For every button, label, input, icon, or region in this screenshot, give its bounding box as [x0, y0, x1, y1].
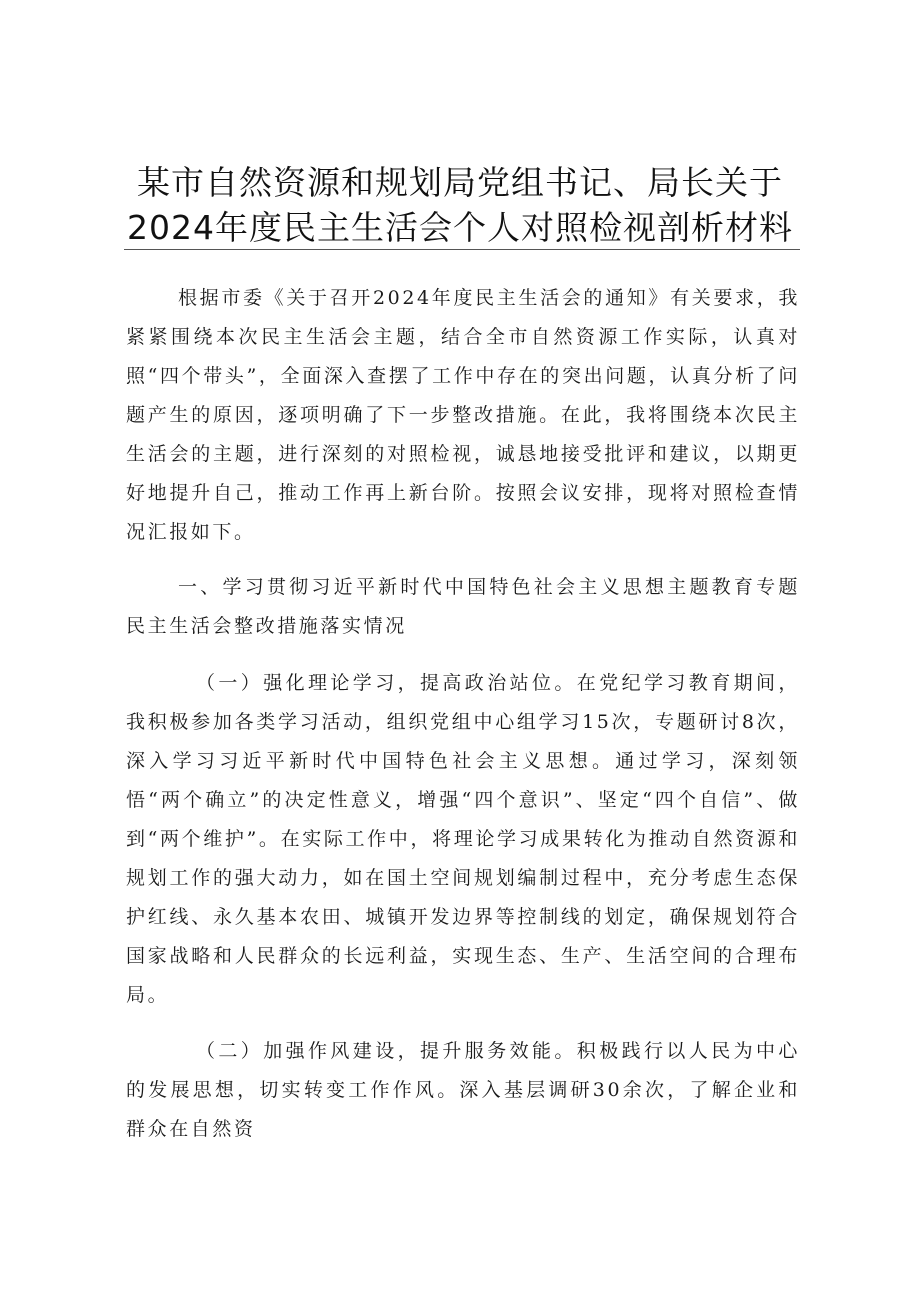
document-title	[120, 160, 800, 250]
title-line-2: 2024年度民主生活会个人对照检视剖析材料	[127, 208, 793, 247]
intro-paragraph: 根据市委《关于召开2024年度民主生活会的通知》有关要求，我紧紧围绕本次民主生活会主题，结合全市自然资源工作实际，认真对照“四个带头”，全面深入查摆了工作中存在的突出问题，认真分析了问题产生的原因，逐项明确了下一步整改措施。在此，我将围绕本次民主生活会的主题，进行深刻的对照检视，诚恳地接受批评和建议，以期更好地提升自己，推动工作再上新台阶。按照会议安排，现将对照检查情况汇报如下。	[126, 287, 800, 543]
subsection-paragraph-2: （二）加强作风建设，提升服务效能。积极践行以人民为中心的发展思想，切实转变工作作风。深入基层调研30余次，了解企业和群众在自然资	[126, 1040, 800, 1140]
title-underline	[124, 249, 800, 250]
subsection-paragraph-1: （一）强化理论学习，提高政治站位。在党纪学习教育期间，我积极参加各类学习活动，组织党组中心组学习15次，专题研讨8次，深入学习习近平新时代中国特色社会主义思想。通过学习，深刻领悟“两个确立”的决定性意义，增强“四个意识”、坚定“四个自信”、做到“两个维护”。在实际工作中，将理论学习成果转化为推动自然资源和规划工作的强大动力，如在国土空间规划编制过程中，充分考虑生态保护红线、永久基本农田、城镇开发边界等控制线的划定，确保规划符合国家战略和人民群众的长远利益，实现生态、生产、生活空间的合理布局。	[126, 672, 800, 1006]
section-heading-1: 一、学习贯彻习近平新时代中国特色社会主义思想主题教育专题民主生活会整改措施落实情况	[126, 576, 800, 637]
title-line-1: 某市自然资源和规划局党组书记、局长关于	[137, 163, 783, 202]
